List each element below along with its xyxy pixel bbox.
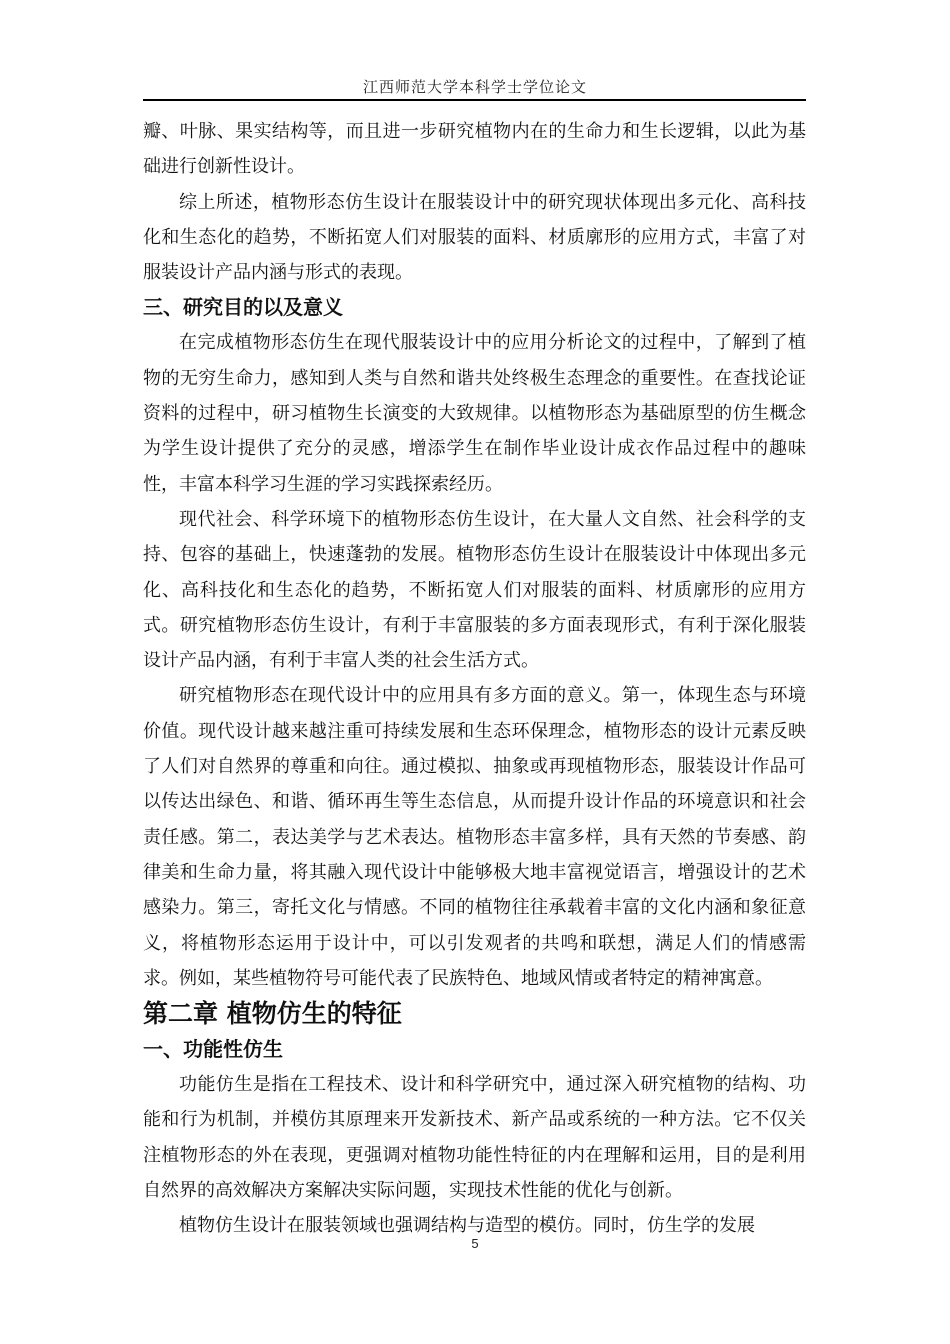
paragraph-purpose-1: 在完成植物形态仿生在现代服装设计中的应用分析论文的过程中，了解到了植物的无穷生命力，感知到人类与自然和谐共处终极生态理念的重要性。在查找论证资料的过程中，研习植物生长演变的大致规律。以植物形态为基础原型的仿生概念为学生设计提供了充分的灵感，增添学生在制作毕业设计成衣作品过程中的趣味性，丰富本科学习生涯的学习实践探索经历。 — [143, 332, 806, 495]
header-divider — [143, 99, 806, 101]
paragraph-significance: 研究植物形态在现代设计中的应用具有多方面的意义。第一，体现生态与环境价值。现代设计越来越注重可持续发展和生态环保理念，植物形态的设计元素反映了人们对自然界的尊重和向往。通过模拟、抽象或再现植物形态，服装设计作品可以传达出绿色、和谐、循环再生等生态信息，从而提升设计作品的环境意识和社会责任感。第二，表达美学与艺术表达。植物形态丰富多样，具有天然的节奏感、韵律美和生命力量，将其融入现代设计中能够极大地丰富视觉语言，增强设计的艺术感染力。第三，寄托文化与情感。不同的植物往往承载着丰富的文化内涵和象征意义，将植物形态运用于设计中，可以引发观者的共鸣和联想，满足人们的情感需求。例如，某些植物符号可能代表了民族特色、地域风情或者特定的精神寓意。 — [143, 685, 806, 989]
section-heading-purpose: 三、研究目的以及意义 — [143, 295, 343, 320]
paragraph-functional-2: 植物仿生设计在服装领域也强调结构与造型的模仿。同时，仿生学的发展 — [179, 1215, 755, 1237]
page-number: 5 — [471, 1236, 479, 1251]
section-heading-functional: 一、功能性仿生 — [143, 1037, 283, 1062]
paragraph-purpose-2: 现代社会、科学环境下的植物形态仿生设计，在大量人文自然、社会科学的支持、包容的基础上，快速蓬勃的发展。植物形态仿生设计在服装设计中体现出多元化、高科技化和生态化的趋势，不断拓宽人们对服装的面料、材质廓形的应用方式。研究植物形态仿生设计，有利于丰富服装的多方面表现形式，有利于深化服装设计产品内涵，有利于丰富人类的社会生活方式。 — [143, 508, 806, 672]
running-header: 江西师范大学本科学士学位论文 — [362, 78, 587, 96]
paragraph-summary: 综上所述，植物形态仿生设计在服装设计中的研究现状体现出多元化、高科技化和生态化的趋势，不断拓宽人们对服装的面料、材质廓形的应用方式，丰富了对服装设计产品内涵与形式的表现。 — [143, 191, 806, 284]
paragraph-functional-1: 功能仿生是指在工程技术、设计和科学研究中，通过深入研究植物的结构、功能和行为机制，并模仿其原理来开发新技术、新产品或系统的一种方法。它不仅关注植物形态的外在表现，更强调对植物功能性特征的内在理解和运用，目的是利用自然界的高效解决方案解决实际问题，实现技术性能的优化与创新。 — [143, 1074, 806, 1202]
paragraph-continued: 瓣、叶脉、果实结构等，而且进一步研究植物内在的生命力和生长逻辑，以此为基础进行创新性设计。 — [143, 121, 806, 178]
page-body — [143, 114, 806, 1244]
chapter-heading: 第二章 植物仿生的特征 — [143, 999, 402, 1029]
